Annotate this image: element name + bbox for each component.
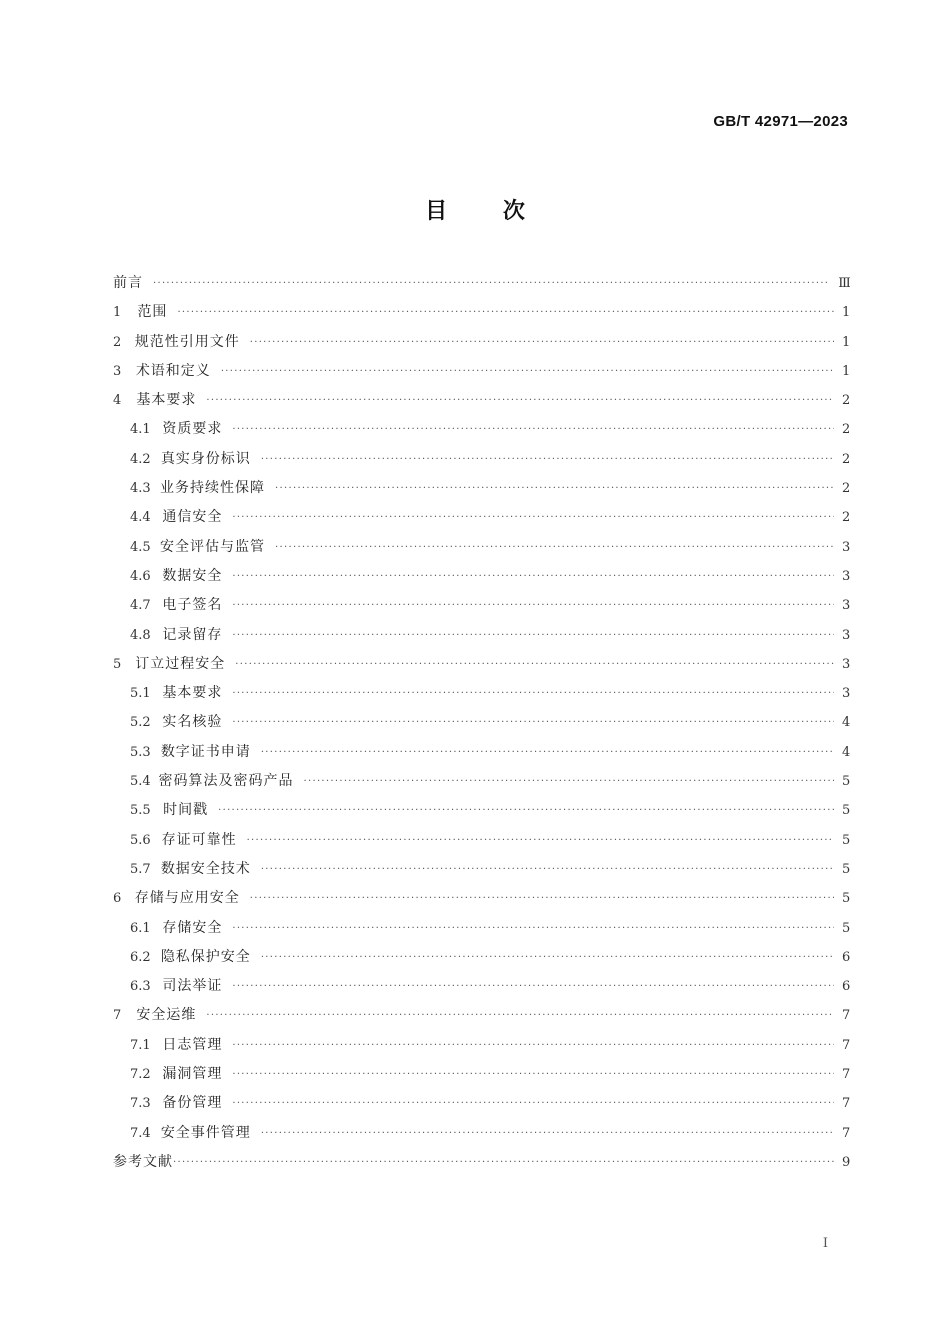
- toc-entry[interactable]: [113, 1031, 850, 1060]
- toc-entry-page: 3: [842, 686, 851, 702]
- toc-entry-number: 5.4: [130, 774, 151, 790]
- toc-leader-dots: [218, 796, 834, 825]
- page-number: Ⅰ: [822, 1236, 828, 1251]
- toc-entry-page: 3: [842, 598, 851, 614]
- toc-entry-number: 7: [113, 1008, 122, 1024]
- toc-leader-dots: [221, 357, 834, 386]
- toc-entry-label: 通信安全: [162, 509, 223, 526]
- toc-entry[interactable]: [113, 357, 850, 386]
- toc-entry-page: 5: [842, 920, 851, 936]
- toc-leader-dots: [232, 562, 834, 591]
- toc-entry-label: 规范性引用文件: [134, 333, 240, 350]
- toc-entry[interactable]: [113, 855, 850, 884]
- toc-entry-number: 6.1: [130, 920, 151, 936]
- toc-entry-page: 7: [842, 1067, 851, 1083]
- toc-entry-number: 4.7: [130, 598, 151, 614]
- toc-entry-number: 7.1: [130, 1037, 151, 1053]
- toc-entry-number: 7.2: [130, 1067, 151, 1083]
- toc-entry[interactable]: [113, 914, 850, 943]
- toc-entry-page: 1: [842, 334, 851, 350]
- toc-leader-dots: [261, 738, 834, 767]
- toc-leader-dots: [304, 767, 834, 796]
- toc-entry-number: 5.6: [130, 832, 151, 848]
- toc-entry-page: 4: [842, 715, 851, 731]
- toc-entry-page: 3: [842, 627, 851, 643]
- toc-entry[interactable]: [113, 298, 850, 327]
- toc-entry-page: 7: [842, 1125, 851, 1141]
- toc-entry[interactable]: [113, 328, 850, 357]
- toc-entry-page: 5: [842, 774, 851, 790]
- toc-entry-label: 司法举证: [162, 978, 223, 995]
- toc-entry-label: 时间戳: [163, 802, 209, 819]
- toc-leader-dots: [250, 328, 834, 357]
- toc-leader-dots: [173, 1148, 834, 1177]
- toc-entry[interactable]: [113, 1060, 850, 1089]
- toc-entry-page: 9: [842, 1154, 851, 1170]
- toc-leader-dots: [250, 884, 834, 913]
- toc-entry-label: 安全运维: [136, 1007, 197, 1024]
- toc-entry-number: 5.1: [130, 686, 151, 702]
- toc-entry-number: 6.3: [130, 979, 151, 995]
- toc-leader-dots: [261, 445, 834, 474]
- toc-entry-page: 1: [842, 363, 851, 379]
- toc-leader-dots: [275, 474, 834, 503]
- toc-entry-label: 备份管理: [162, 1095, 223, 1112]
- toc-entry[interactable]: [113, 415, 850, 444]
- toc-entry[interactable]: [113, 1148, 850, 1177]
- toc-leader-dots: [275, 533, 834, 562]
- toc-entry-label: 安全评估与监管: [160, 538, 266, 555]
- toc-entry[interactable]: [113, 708, 850, 737]
- toc-entry[interactable]: [113, 533, 850, 562]
- toc-entry-number: 7.4: [130, 1125, 151, 1141]
- toc-entry-label: 订立过程安全: [135, 655, 226, 672]
- toc-leader-dots: [206, 386, 834, 415]
- toc-entry-label: 记录留存: [162, 626, 223, 643]
- toc-entry[interactable]: [113, 386, 850, 415]
- toc-entry[interactable]: [113, 1089, 850, 1118]
- toc-entry-label: 数字证书申请: [160, 743, 251, 760]
- toc-entry-page: 4: [842, 744, 851, 760]
- toc-entry-label: 资质要求: [162, 421, 223, 438]
- toc-entry-page: 2: [842, 510, 851, 526]
- toc-entry-number: 5.5: [130, 803, 151, 819]
- toc-entry-label: 电子签名: [162, 597, 223, 614]
- toc-entry-page: 7: [842, 1096, 851, 1112]
- toc-entry[interactable]: [113, 503, 850, 532]
- toc-entry-label: 前言: [113, 275, 143, 291]
- toc-entry[interactable]: [113, 767, 850, 796]
- toc-leader-dots: [232, 679, 834, 708]
- toc-entry-label: 存储安全: [162, 919, 223, 936]
- toc-entry-page: 5: [842, 891, 851, 907]
- toc-entry-page: 3: [842, 539, 851, 555]
- toc-entry[interactable]: [113, 591, 850, 620]
- toc-entry-label: 漏洞管理: [162, 1066, 223, 1083]
- toc-entry-label: 参考文献: [113, 1153, 173, 1170]
- toc-entry-number: 7.3: [130, 1096, 151, 1112]
- toc-entry[interactable]: [113, 738, 850, 767]
- toc-entry-page: 5: [842, 803, 851, 819]
- toc-leader-dots: [232, 914, 834, 943]
- toc-entry-label: 隐私保护安全: [160, 948, 251, 965]
- toc-entry-page: 5: [842, 832, 851, 848]
- toc-entry-label: 数据安全技术: [160, 860, 251, 877]
- toc-entry-label: 存证可靠性: [161, 831, 237, 848]
- toc-leader-dots: [261, 943, 834, 972]
- toc-entry-page: 1: [842, 305, 851, 321]
- toc-entry-number: 4.3: [130, 481, 151, 497]
- toc-entry-label: 范围: [137, 304, 168, 321]
- toc-entry-page: 7: [842, 1037, 851, 1053]
- toc-entry-number: 4.4: [130, 510, 151, 526]
- toc-entry[interactable]: [113, 650, 850, 679]
- toc-entry-number: 6: [113, 891, 122, 907]
- standard-code: GB/T 42971—2023: [713, 113, 848, 130]
- toc-entry-page: 3: [842, 656, 851, 672]
- toc-entry[interactable]: [113, 562, 850, 591]
- toc-entry-label: 密码算法及密码产品: [158, 773, 294, 790]
- toc-leader-dots: [232, 503, 834, 532]
- toc-leader-dots: [177, 298, 834, 327]
- toc-entry-page: 5: [842, 861, 851, 877]
- toc-entry-label: 安全事件管理: [160, 1124, 251, 1141]
- toc-entry-number: 3: [113, 363, 122, 379]
- toc-entry-number: 4.8: [130, 627, 151, 643]
- toc-entry-label: 数据安全: [162, 567, 223, 584]
- toc-leader-dots: [232, 591, 834, 620]
- table-of-contents: [113, 269, 850, 1177]
- toc-entry-label: 基本要求: [162, 685, 223, 702]
- toc-entry[interactable]: [113, 972, 850, 1001]
- toc-entry-page: 2: [842, 393, 851, 409]
- toc-leader-dots: [153, 269, 830, 298]
- toc-entry-number: 4.2: [130, 451, 151, 467]
- toc-entry[interactable]: [113, 884, 850, 913]
- toc-leader-dots: [206, 1001, 834, 1030]
- toc-entry[interactable]: [113, 679, 850, 708]
- page-title: 目 次: [425, 199, 525, 224]
- toc-entry-number: 1: [113, 305, 122, 321]
- toc-entry[interactable]: [113, 943, 850, 972]
- toc-entry-label: 存储与应用安全: [134, 890, 240, 907]
- toc-leader-dots: [232, 1031, 834, 1060]
- toc-entry[interactable]: [113, 621, 850, 650]
- toc-entry-number: 4.6: [130, 568, 151, 584]
- toc-entry-number: 2: [113, 334, 122, 350]
- toc-leader-dots: [232, 621, 834, 650]
- toc-leader-dots: [261, 1119, 834, 1148]
- toc-entry-page: 7: [842, 1008, 851, 1024]
- toc-entry-label: 基本要求: [136, 392, 197, 409]
- toc-leader-dots: [232, 972, 834, 1001]
- toc-entry[interactable]: [113, 445, 850, 474]
- toc-leader-dots: [235, 650, 834, 679]
- toc-entry-label: 术语和定义: [135, 362, 211, 379]
- toc-entry-number: 6.2: [130, 949, 151, 965]
- toc-entry-page: 3: [842, 568, 851, 584]
- toc-entry-number: 5.3: [130, 744, 151, 760]
- toc-leader-dots: [232, 1060, 834, 1089]
- toc-entry-label: 业务持续性保障: [160, 480, 266, 497]
- toc-entry-page: 2: [842, 422, 851, 438]
- toc-leader-dots: [232, 708, 834, 737]
- toc-leader-dots: [261, 855, 834, 884]
- toc-entry-page: 6: [842, 979, 851, 995]
- toc-entry-page: Ⅲ: [838, 276, 851, 291]
- toc-entry-label: 日志管理: [162, 1036, 223, 1053]
- toc-entry[interactable]: [113, 826, 850, 855]
- toc-leader-dots: [247, 826, 834, 855]
- toc-entry-number: 4: [113, 393, 122, 409]
- toc-entry[interactable]: [113, 474, 850, 503]
- toc-entry-label: 真实身份标识: [160, 450, 251, 467]
- toc-leader-dots: [232, 1089, 834, 1118]
- toc-entry-number: 5: [113, 656, 122, 672]
- toc-entry[interactable]: [113, 1119, 850, 1148]
- toc-entry-page: 6: [842, 949, 851, 965]
- toc-entry-number: 4.5: [130, 539, 151, 555]
- toc-entry-number: 4.1: [130, 422, 151, 438]
- toc-entry-page: 2: [842, 481, 851, 497]
- toc-entry-number: 5.7: [130, 861, 151, 877]
- toc-entry[interactable]: [113, 1001, 850, 1030]
- toc-entry[interactable]: [113, 269, 850, 298]
- toc-entry[interactable]: [113, 796, 850, 825]
- toc-entry-page: 2: [842, 451, 851, 467]
- toc-entry-number: 5.2: [130, 715, 151, 731]
- toc-entry-label: 实名核验: [162, 714, 223, 731]
- toc-leader-dots: [232, 415, 834, 444]
